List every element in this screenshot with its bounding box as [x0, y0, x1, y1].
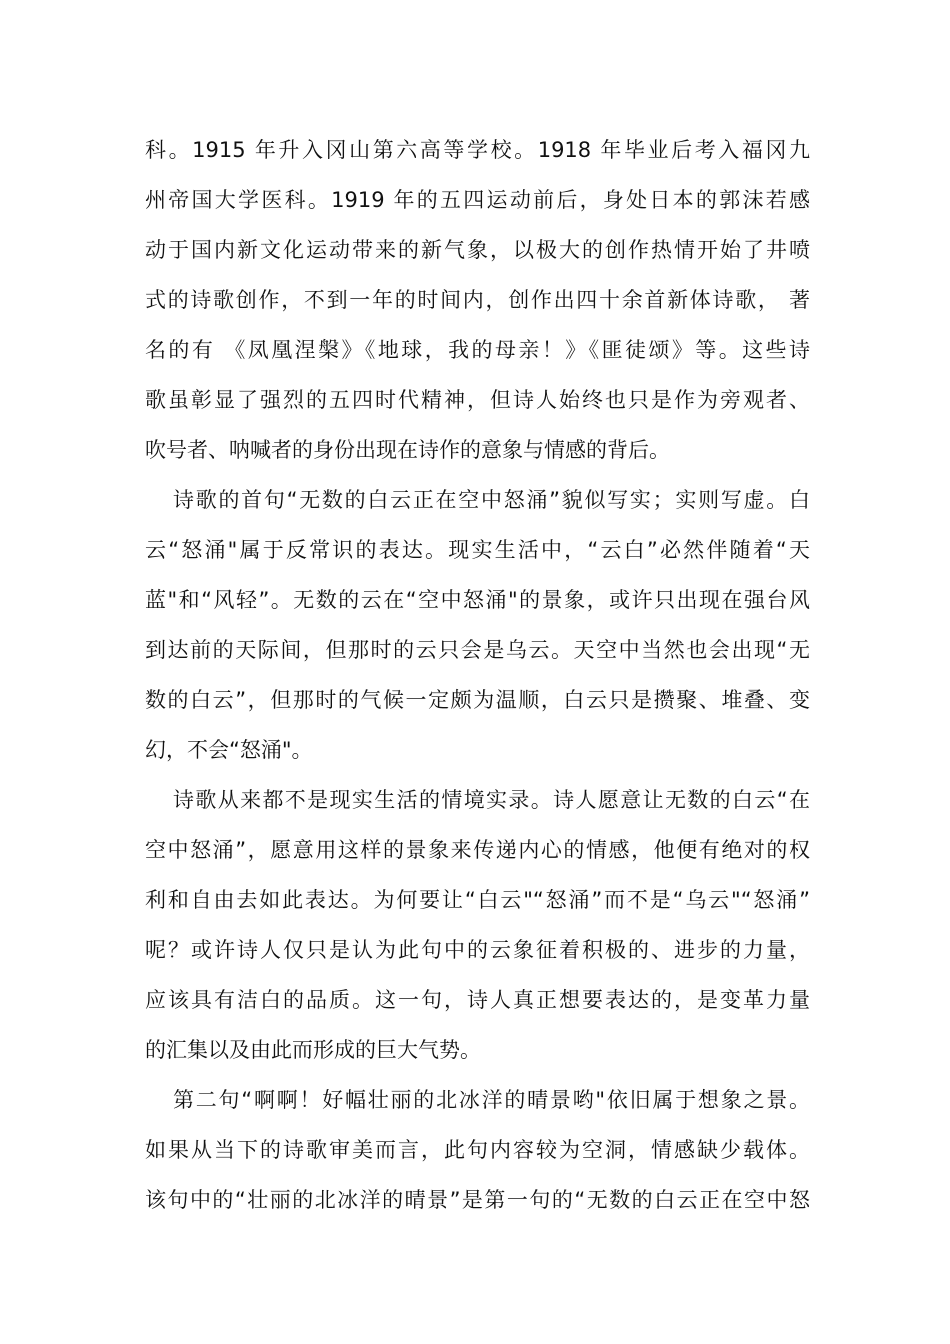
text-line: 第二句“啊啊！好幅壮丽的北冰洋的晴景哟"依旧属于想象之景。	[173, 1088, 810, 1112]
text-line: 幻，不会“怒涌"。	[145, 738, 313, 762]
text-line: 如果从当下的诗歌审美而言，此句内容较为空洞，情感缺少载体。	[145, 1138, 810, 1162]
text-line: 动于国内新文化运动带来的新气象，以极大的创作热情开始了井喷	[145, 238, 810, 262]
text-line: 名的有 《凤凰涅槃》《地球，我的母亲！》《匪徒颂》等。这些诗	[145, 338, 810, 362]
text-line: 科。1915 年升入冈山第六高等学校。1918 年毕业后考入福冈九	[145, 138, 810, 162]
text-line: 呢？或许诗人仅只是认为此句中的云象征着积极的、进步的力量，	[145, 938, 810, 962]
text-line: 该句中的“壮丽的北冰洋的晴景”是第一句的“无数的白云正在空中怒	[145, 1188, 810, 1212]
text-line: 歌虽彰显了强烈的五四时代精神，但诗人始终也只是作为旁观者、	[145, 388, 810, 412]
text-line: 到达前的天际间，但那时的云只会是乌云。天空中当然也会出现“无	[145, 638, 810, 662]
text-line: 数的白云”，但那时的气候一定颇为温顺，白云只是攒聚、堆叠、变	[145, 688, 810, 712]
text-line: 州帝国大学医科。1919 年的五四运动前后，身处日本的郭沫若感	[145, 188, 810, 212]
text-line: 云“怒涌"属于反常识的表达。现实生活中，“云白”必然伴随着“天	[145, 538, 810, 562]
text-line: 利和自由去如此表达。为何要让“白云"“怒涌”而不是“乌云"“怒涌”	[145, 888, 810, 912]
text-line: 蓝"和“风轻”。无数的云在“空中怒涌"的景象，或许只出现在强台风	[145, 588, 810, 612]
text-line: 应该具有洁白的品质。这一句，诗人真正想要表达的，是变革力量	[145, 988, 810, 1012]
text-line: 的汇集以及由此而形成的巨大气势。	[145, 1038, 481, 1062]
text-line: 空中怒涌”，愿意用这样的景象来传递内心的情感，他便有绝对的权	[145, 838, 810, 862]
text-line: 诗歌的首句“无数的白云正在空中怒涌”貌似写实；实则写虚。白	[173, 488, 810, 512]
text-line: 吹号者、呐喊者的身份出现在诗作的意象与情感的背后。	[145, 438, 670, 462]
text-line: 诗歌从来都不是现实生活的情境实录。诗人愿意让无数的白云“在	[173, 788, 810, 812]
text-line: 式的诗歌创作，不到一年的时间内，创作出四十余首新体诗歌， 著	[145, 288, 810, 312]
